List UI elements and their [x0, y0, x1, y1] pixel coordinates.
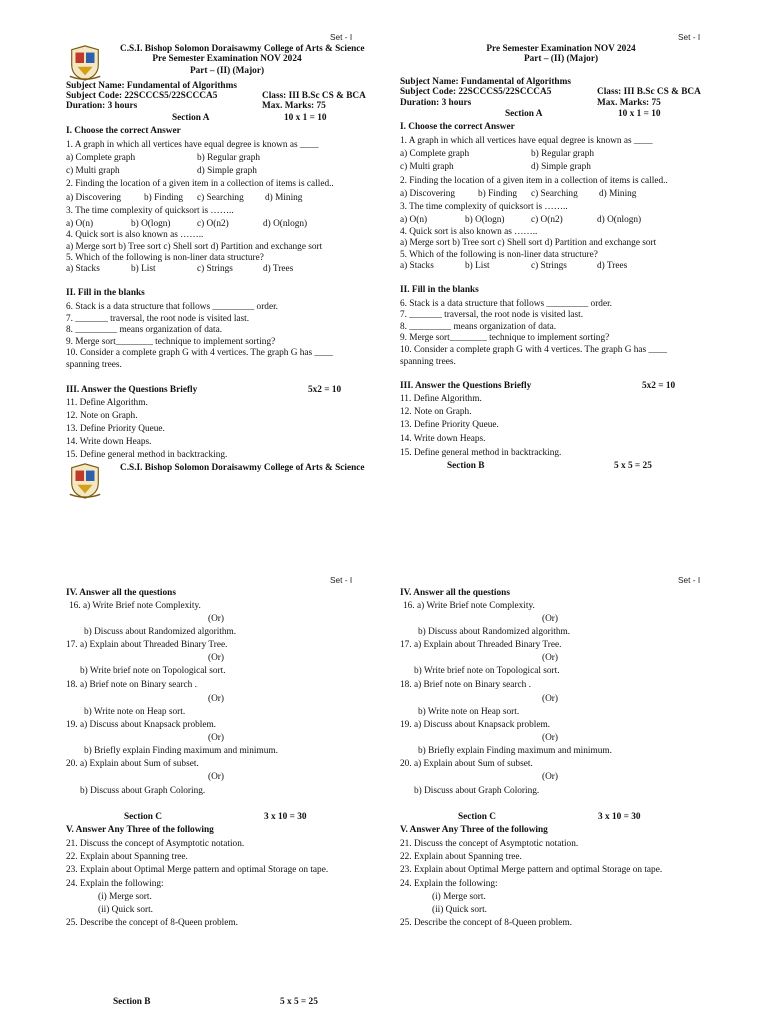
- part1-heading: I. Choose the correct Answer: [66, 126, 181, 136]
- option: d) O(nlogn): [597, 215, 642, 225]
- question-19b: b) Briefly explain Finding maximum and minimum.: [84, 746, 278, 756]
- or-label: (Or): [542, 653, 559, 663]
- question-1-options: [400, 162, 722, 173]
- section-b-marks: 5 x 5 = 25: [614, 461, 652, 471]
- option: d) Simple graph: [197, 166, 257, 176]
- or-label: (Or): [208, 694, 225, 704]
- option: d) Mining: [599, 189, 637, 199]
- part-title: Part – (II) (Major): [523, 54, 599, 64]
- option: a) O(n): [66, 219, 94, 229]
- section-c-marks: 3 x 10 = 30: [598, 812, 641, 822]
- question-1: 1. A graph in which all vertices have equal degree is known as ____: [66, 140, 319, 150]
- question-23: 23. Explain about Optimal Merge pattern and optimal Storage on tape.: [400, 865, 663, 875]
- question-11: 11. Define Algorithm.: [400, 394, 482, 404]
- option: c) Strings: [197, 264, 233, 274]
- class-info: Class: III B.Sc CS & BCA: [597, 87, 701, 97]
- question-23: 23. Explain about Optimal Merge pattern and optimal Storage on tape.: [66, 865, 329, 875]
- question-1-options: [66, 153, 388, 164]
- question-11: 11. Define Algorithm.: [66, 398, 148, 408]
- part3-heading: III. Answer the Questions Briefly: [400, 381, 532, 391]
- question-17b: b) Write brief note on Topological sort.: [414, 666, 560, 676]
- set-label: Set - I: [330, 575, 353, 585]
- question-2: 2. Finding the location of a given item in a collection of items is called..: [400, 176, 668, 186]
- part3-heading: III. Answer the Questions Briefly: [66, 385, 198, 395]
- question-4: 4. Quick sort is also known as ……..: [66, 230, 204, 240]
- question-4-options: a) Merge sort b) Tree sort c) Shell sort d) Partition and exchange sort: [400, 238, 657, 248]
- set-label: Set - I: [678, 575, 701, 585]
- option: a) Discovering: [66, 193, 121, 203]
- question-2-options: [400, 189, 722, 200]
- question-22: 22. Explain about Spanning tree.: [400, 852, 522, 862]
- or-label: (Or): [542, 694, 559, 704]
- option: c) O(n2): [197, 219, 229, 229]
- set-label: Set - I: [330, 32, 353, 42]
- duration: Duration: 3 hours: [400, 98, 472, 108]
- question-20b: b) Discuss about Graph Coloring.: [80, 786, 206, 796]
- question-5-options: [66, 264, 388, 275]
- option: a) Complete graph: [400, 149, 470, 159]
- question-10: 10. Consider a complete graph G with 4 vertices. The graph G has ____: [66, 348, 334, 358]
- question-25: 25. Describe the concept of 8-Queen problem.: [66, 918, 238, 928]
- max-marks: Max. Marks: 75: [597, 98, 661, 108]
- option: b) List: [131, 264, 156, 274]
- option: c) Multi graph: [66, 166, 120, 176]
- option: b) Regular graph: [531, 149, 594, 159]
- subject-code: Subject Code: 22SCCCS5/22SCCCA5: [400, 87, 552, 97]
- section-a-title: Section A: [505, 109, 543, 119]
- question-3: 3. The time complexity of quicksort is ……..: [66, 206, 234, 216]
- option: d) O(nlogn): [263, 219, 308, 229]
- question-5: 5. Which of the following is non-liner data structure?: [400, 250, 598, 260]
- part3-marks: 5x2 = 10: [642, 381, 676, 391]
- question-25: 25. Describe the concept of 8-Queen problem.: [400, 918, 572, 928]
- option: a) Stacks: [66, 264, 100, 274]
- max-marks: Max. Marks: 75: [262, 101, 326, 111]
- section-b-title: Section B: [113, 997, 151, 1007]
- question-3: 3. The time complexity of quicksort is ……..: [400, 202, 568, 212]
- question-2-options: [66, 193, 388, 204]
- exam-title: Pre Semester Examination NOV 2024: [486, 44, 636, 54]
- question-16a: 16. a) Write Brief note Complexity.: [69, 601, 201, 611]
- question-19a: 19. a) Discuss about Knapsack problem.: [400, 720, 551, 730]
- question-10-cont: spanning trees.: [66, 360, 122, 370]
- question-19a: 19. a) Discuss about Knapsack problem.: [66, 720, 217, 730]
- question-20a: 20. a) Explain about Sum of subset.: [400, 759, 533, 769]
- option: d) Trees: [263, 264, 294, 274]
- set-label: Set - I: [678, 32, 701, 42]
- option: b) O(logn): [465, 215, 505, 225]
- question-paper-left: [66, 0, 388, 1024]
- option: c) Strings: [531, 261, 567, 271]
- question-24-ii: (ii) Quick sort.: [432, 905, 487, 915]
- question-3-options: [400, 215, 722, 226]
- question-21: 21. Discuss the concept of Asymptotic notation.: [400, 839, 579, 849]
- question-22: 22. Explain about Spanning tree.: [66, 852, 188, 862]
- question-16b: b) Discuss about Randomized algorithm.: [418, 627, 571, 637]
- part-title: Part – (II) (Major): [189, 66, 265, 76]
- or-label: (Or): [542, 772, 559, 782]
- question-24: 24. Explain the following:: [66, 879, 164, 889]
- question-4-options: a) Merge sort b) Tree sort c) Shell sort d) Partition and exchange sort: [66, 242, 323, 252]
- section-c-title: Section C: [124, 812, 162, 822]
- or-label: (Or): [542, 614, 559, 624]
- option: a) Discovering: [400, 189, 455, 199]
- question-24-i: (i) Merge sort.: [98, 892, 152, 902]
- question-17b: b) Write brief note on Topological sort.: [80, 666, 226, 676]
- option: d) Trees: [597, 261, 628, 271]
- question-20a: 20. a) Explain about Sum of subset.: [66, 759, 199, 769]
- option: c) Searching: [197, 193, 244, 203]
- exam-title: Pre Semester Examination NOV 2024: [152, 54, 302, 64]
- question-8: 8. _________ means organization of data.: [66, 325, 223, 335]
- or-label: (Or): [208, 653, 225, 663]
- option: c) Multi graph: [400, 162, 454, 172]
- section-b-heading: IV. Answer all the questions: [66, 588, 176, 598]
- part1-heading: I. Choose the correct Answer: [400, 122, 515, 132]
- question-24: 24. Explain the following:: [400, 879, 498, 889]
- question-7: 7. _______ traversal, the root node is visited last.: [400, 310, 584, 320]
- question-18b: b) Write note on Heap sort.: [84, 707, 186, 717]
- question-17a: 17. a) Explain about Threaded Binary Tree.: [400, 640, 562, 650]
- option: b) O(logn): [131, 219, 171, 229]
- part2-heading: II. Fill in the blanks: [66, 288, 145, 298]
- part3-marks: 5x2 = 10: [308, 385, 342, 395]
- section-c-marks: 3 x 10 = 30: [264, 812, 307, 822]
- question-24-ii: (ii) Quick sort.: [98, 905, 153, 915]
- section-a-marks: 10 x 1 = 10: [618, 109, 661, 119]
- question-9: 9. Merge sort________ technique to implement sorting?: [400, 333, 610, 343]
- option: d) Mining: [265, 193, 303, 203]
- subject-name: Subject Name: Fundamental of Algorithms: [400, 77, 571, 87]
- option: c) O(n2): [531, 215, 563, 225]
- question-14: 14. Write down Heaps.: [400, 434, 486, 444]
- option: d) Simple graph: [531, 162, 591, 172]
- class-info: Class: III B.Sc CS & BCA: [262, 91, 366, 101]
- question-8: 8. _________ means organization of data.: [400, 322, 557, 332]
- subject-name: Subject Name: Fundamental of Algorithms: [66, 81, 237, 91]
- question-13: 13. Define Priority Queue.: [400, 420, 499, 430]
- option: c) Searching: [531, 189, 578, 199]
- question-7: 7. _______ traversal, the root node is visited last.: [66, 314, 250, 324]
- question-1-options: [400, 149, 722, 160]
- question-9: 9. Merge sort________ technique to implement sorting?: [66, 337, 276, 347]
- question-17a: 17. a) Explain about Threaded Binary Tree.: [66, 640, 228, 650]
- question-14: 14. Write down Heaps.: [66, 437, 152, 447]
- section-b-title: Section B: [447, 461, 485, 471]
- section-c-title: Section C: [458, 812, 496, 822]
- option: b) Regular graph: [197, 153, 260, 163]
- question-3-options: [66, 219, 388, 230]
- question-20b: b) Discuss about Graph Coloring.: [414, 786, 540, 796]
- question-5: 5. Which of the following is non-liner data structure?: [66, 253, 264, 263]
- question-10-cont: spanning trees.: [400, 357, 456, 367]
- section-c-heading: V. Answer Any Three of the following: [400, 825, 548, 835]
- question-19b: b) Briefly explain Finding maximum and minimum.: [418, 746, 612, 756]
- section-b-marks: 5 x 5 = 25: [280, 997, 318, 1007]
- question-13: 13. Define Priority Queue.: [66, 424, 165, 434]
- question-18a: 18. a) Brief note on Binary search .: [66, 680, 197, 690]
- question-21: 21. Discuss the concept of Asymptotic notation.: [66, 839, 245, 849]
- question-12: 12. Note on Graph.: [66, 411, 138, 421]
- question-2: 2. Finding the location of a given item in a collection of items is called..: [66, 179, 334, 189]
- option: b) List: [465, 261, 490, 271]
- question-6: 6. Stack is a data structure that follows _________ order.: [400, 299, 612, 309]
- option: a) O(n): [400, 215, 428, 225]
- question-15: 15. Define general method in backtracking.: [400, 448, 562, 458]
- question-18b: b) Write note on Heap sort.: [418, 707, 520, 717]
- option: b) Finding: [144, 193, 183, 203]
- college-name: C.S.I. Bishop Solomon Doraisawmy College of Arts & Science: [120, 463, 365, 473]
- question-24-i: (i) Merge sort.: [432, 892, 486, 902]
- question-paper-right: [400, 0, 722, 1024]
- option: a) Stacks: [400, 261, 434, 271]
- section-c-heading: V. Answer Any Three of the following: [66, 825, 214, 835]
- or-label: (Or): [208, 733, 225, 743]
- subject-code: Subject Code: 22SCCCS5/22SCCCA5: [66, 91, 218, 101]
- section-a-title: Section A: [172, 113, 210, 123]
- option: b) Finding: [478, 189, 517, 199]
- question-16a: 16. a) Write Brief note Complexity.: [403, 601, 535, 611]
- option: a) Complete graph: [66, 153, 136, 163]
- section-a-marks: 10 x 1 = 10: [284, 113, 327, 123]
- college-name: C.S.I. Bishop Solomon Doraisawmy College of Arts & Science: [120, 44, 365, 54]
- question-1: 1. A graph in which all vertices have equal degree is known as ____: [400, 136, 653, 146]
- question-5-options: [400, 261, 722, 272]
- or-label: (Or): [208, 772, 225, 782]
- question-4: 4. Quick sort is also known as ……..: [400, 227, 538, 237]
- section-b-heading: IV. Answer all the questions: [400, 588, 510, 598]
- question-12: 12. Note on Graph.: [400, 407, 472, 417]
- question-18a: 18. a) Brief note on Binary search .: [400, 680, 531, 690]
- question-1-options: [66, 166, 388, 177]
- or-label: (Or): [208, 614, 225, 624]
- question-6: 6. Stack is a data structure that follows _________ order.: [66, 302, 278, 312]
- question-15: 15. Define general method in backtracking.: [66, 450, 228, 460]
- part2-heading: II. Fill in the blanks: [400, 285, 479, 295]
- duration: Duration: 3 hours: [66, 101, 138, 111]
- question-16b: b) Discuss about Randomized algorithm.: [84, 627, 237, 637]
- or-label: (Or): [542, 733, 559, 743]
- question-10: 10. Consider a complete graph G with 4 vertices. The graph G has ____: [400, 345, 668, 355]
